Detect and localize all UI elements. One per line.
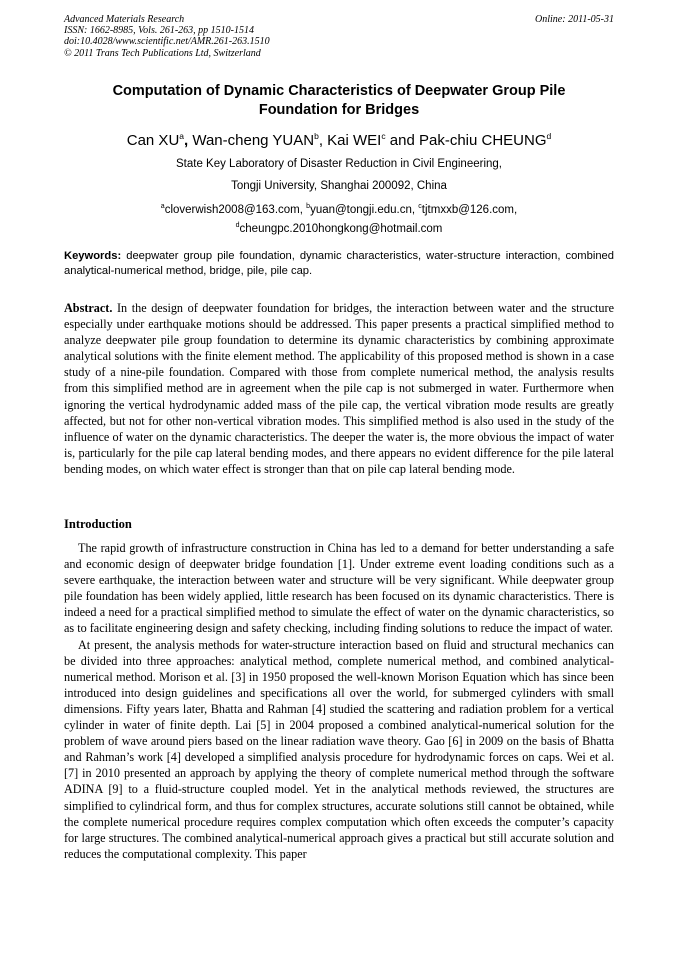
author-mark: a [179, 131, 185, 141]
author-name: Pak-chiu CHEUNG [418, 132, 547, 149]
author-emails [64, 199, 614, 237]
author-separator: , [318, 132, 328, 149]
abstract-text: In the design of deepwater foundation for bridges, the interaction between water and the structure especially under earthquake motions should be addressed. This paper presents a practical simplified method to analyze deepwater pile group foundation to determine its dynamic characteristics by combining approximate analytical solutions with the finite element method. The applicability of this proposed method is shown in a case study of a nine-pile foundation. Compared with those from complete numerical method, the analysis results from this simplified method are in agreement when the pile cap is not submerged in water. Furthermore when ignoring the vertical hydrodynamic added mass of the pile cap, the vertical vibration mode results are greatly affected, but not for other non-vertical vibration modes. This simplified method is also used in the study of the influence of water on the dynamic characteristics. The deeper the water is, the more obvious the impact of water is, particularly for the pile cap lateral bending modes, and there appears no evident difference for the pile lateral bending modes, on which water effect is stronger than that on pile cap lateral bending mode. [64, 301, 614, 476]
keywords-block [64, 249, 614, 278]
author-list [64, 131, 614, 149]
affiliation-line-1: State Key Laboratory of Disaster Reduction in Civil Engineering, [175, 158, 502, 170]
journal-name: Advanced Materials Research [64, 14, 185, 25]
email-mark: d [235, 221, 240, 229]
title-line-2: Foundation for Bridges [258, 102, 420, 118]
author-name: Wan-cheng YUAN [192, 132, 315, 149]
keywords-label: Keywords: [64, 250, 122, 262]
email-d[interactable]: cheungpc.2010hongkong@hotmail.com [239, 222, 443, 235]
paper-title [64, 82, 614, 120]
doi-line[interactable]: doi:10.4028/www.scientific.net/AMR.261-263.1510 [64, 36, 270, 48]
introduction-heading: Introduction [64, 517, 132, 531]
title-line-1: Computation of Dynamic Characteristics of Deepwater Group Pile [112, 83, 566, 99]
issn-line: ISSN: 1662-8985, Vols. 261-263, pp 1510-1514 [64, 25, 254, 37]
email-mark: c [418, 203, 422, 210]
paragraph: At present, the analysis methods for water-structure interaction based on fluid and structural mechanics can be divided into three approaches: analytical method, complete numerical method, and combined analytical-numerical method. Morison et al. [3] in 1950 proposed the well-known Morison Equation which has since been introduced into design guidelines and specifications all over the world, for submerged cylinders with small dimensions. Fifty years later, Bhatta and Rahman [4] studied the scattering and radiation problem for a vertical cylinder in water of finite depth. Lai [5] in 2004 proposed a combined analytical-numerical solution for the problem of wave around piers based on the linear radiation wave theory. Gao [6] in 2009 on the basis of Bhatta and Rahman’s work [4] developed a simplified analysis procedure for hydrodynamic forces on caps. Wei et al. [7] in 2010 presented an approach by applying the theory of complete numerical method through the software ADINA [9] to a fluid-structure coupled model. Yet in the analytical methods reviewed, the structures are simplified to cylindrical form, and thus for complex structures, accurate solutions still cannot be obtained, while the complete numerical procedure requires complex computation which often exceeds the computer’s capacity for large structures. The combined analytical-numerical approach gives a practical but still accurate solution and reduces the computational complexity. This paper [64, 637, 614, 861]
introduction-body [64, 540, 614, 862]
paragraph: The rapid growth of infrastructure construction in China has led to a demand for better understanding a safe and economic design of deepwater bridge foundation [1]. Under extreme event loading conditions such as a severe earthquake, the interaction between water and structure will be very significant. While deepwater group pile foundation has been widely applied, little research has been focused on its dynamic characteristics. There is indeed a need for a practical simplified method to simulate the effect of water on the dynamic characteristics, so as to facilitate engineering design and safety checking, including finding solutions to reduce the impact of water. [64, 541, 614, 636]
copyright-line: © 2011 Trans Tech Publications Ltd, Switzerland [64, 47, 261, 59]
email-mark: a [160, 203, 165, 210]
email-c[interactable]: tjtmxxb@126.com, [421, 203, 518, 216]
author-name: Can XU [126, 132, 180, 149]
email-b[interactable]: yuan@tongji.edu.cn, [310, 203, 416, 216]
author-separator: , [184, 132, 193, 149]
email-a[interactable]: cloverwish2008@163.com, [164, 203, 303, 216]
author-mark: b [314, 131, 319, 141]
author-mark: c [381, 131, 386, 141]
online-date: Online: 2011-05-31 [535, 14, 614, 25]
author-name: Kai WEI [327, 132, 382, 149]
keywords-text: deepwater group pile foundation, dynamic characteristics, water-structure interaction, combined analytical-numerical method, bridge, pile, pile cap. [64, 250, 615, 277]
abstract-block [64, 300, 614, 477]
journal-header [64, 14, 614, 59]
author-mark: d [546, 131, 552, 141]
email-mark: b [306, 203, 311, 210]
author-separator: and [385, 132, 419, 149]
affiliation-line-2: Tongji University, Shanghai 200092, China [231, 180, 447, 192]
abstract-label: Abstract. [64, 301, 113, 315]
